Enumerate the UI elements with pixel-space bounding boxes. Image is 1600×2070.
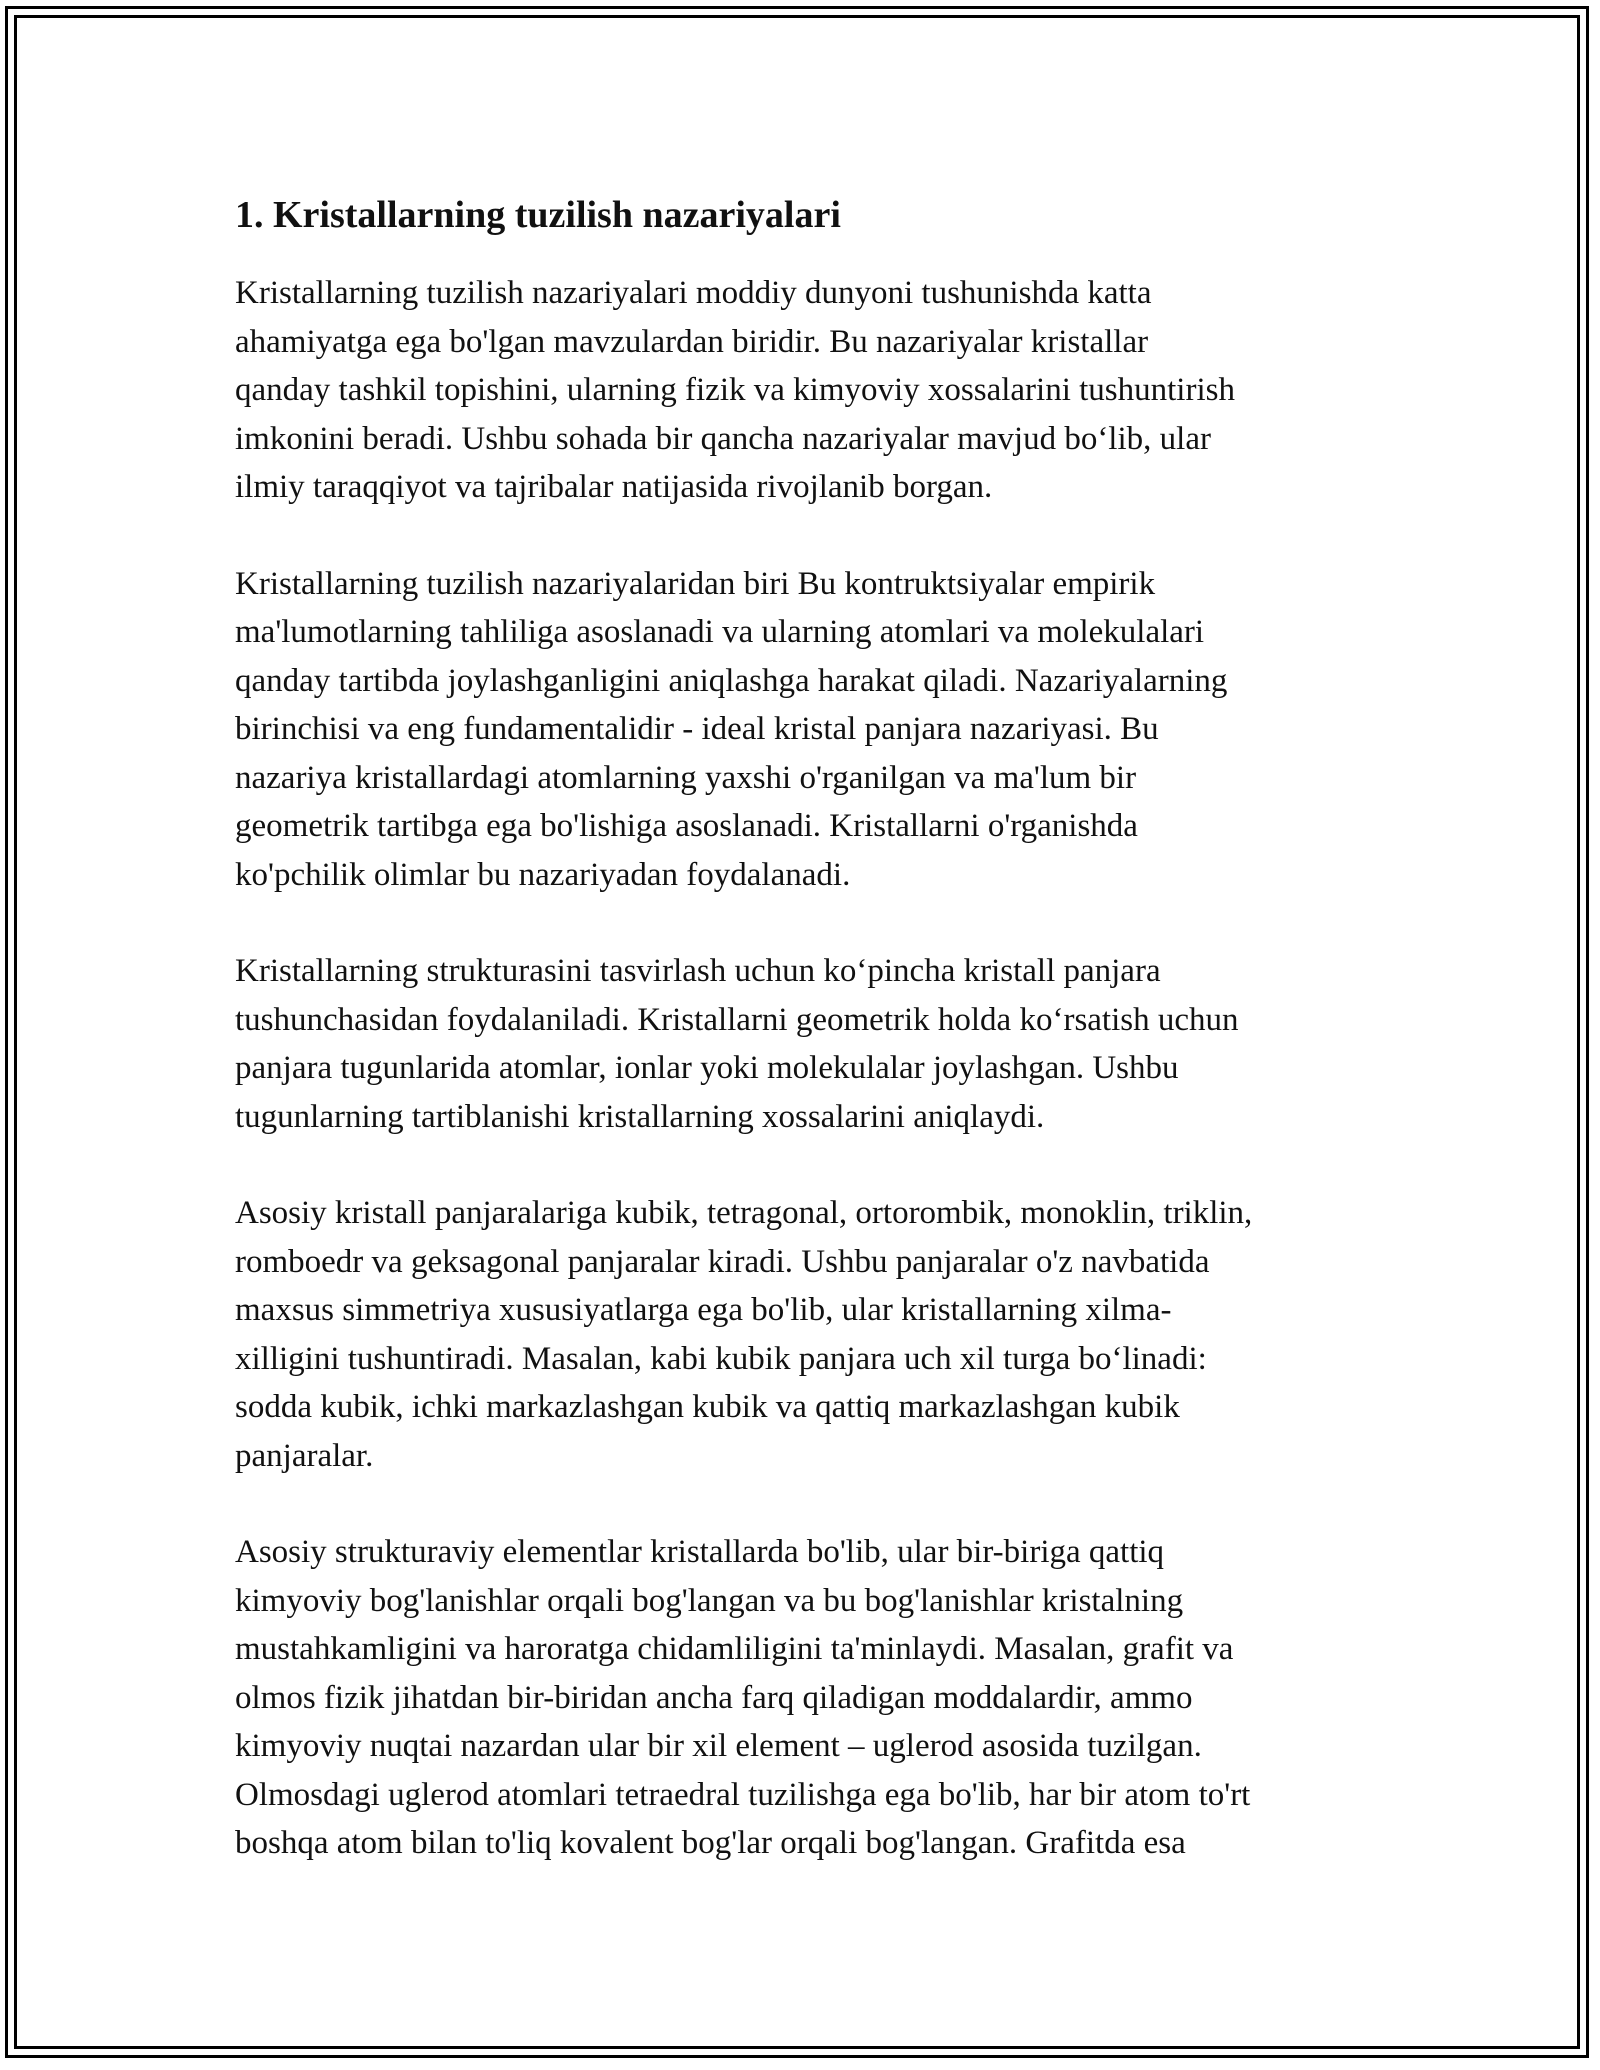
section-heading: 1. Kristallarning tuzilish nazariyalari [235,194,841,236]
document-body [235,183,1375,1916]
paragraph-2: Kristallarning tuzilish nazariyalaridan biri Bu kontruktsiyalar empirik ma'lumotlarning tahliliga asoslanadi va ularning atomlari va molekulalari qanday tartibda joylashganligini aniqlashga harakat qiladi. Nazariyalarning birinchisi va eng fundamentalidir - ideal kristal panjara nazariyasi. Bu nazariya kristallardagi atomlarning yaxshi o'rganilgan va ma'lum bir geometrik tartibga ega bo'lishiga asoslanadi. Kristallarni o'rganishda ko'pchilik olimlar bu nazariyadan foydalanadi. [235,565,1228,893]
paragraph-3: Kristallarning strukturasini tasvirlash uchun ko‘pincha kristall panjara tushunchasidan foydalaniladi. Kristallarni geometrik holda ko‘rsatish uchun panjara tugunlarida atomlar, ionlar yoki molekulalar joylashgan. Ushbu tugunlarning tartiblanishi kristallarning xossalarini aniqlaydi. [235,953,1239,1135]
paragraph-5: Asosiy strukturaviy elementlar kristallarda bo'lib, ular bir-biriga qattiq kimyoviy bog'lanishlar orqali bog'langan va bu bog'lanishlar kristalning mustahkamligini va haroratga chidamliligini ta'minlaydi. Masalan, grafit va olmos fizik jihatdan bir-biridan ancha farq qiladigan moddalardir, ammo kimyoviy nuqtai nazardan ular bir xil element – uglerod asosida tuzilgan. Olmosdagi uglerod atomlari tetraedral tuzilishga ega bo'lib, har bir atom to'rt boshqa atom bilan to'liq kovalent bog'lar orqali bog'langan. Grafitda esa [235,1534,1251,1861]
paragraph-4: Asosiy kristall panjaralariga kubik, tetragonal, ortorombik, monoklin, triklin, romboedr va geksagonal panjaralar kiradi. Ushbu panjaralar o'z navbatida maxsus simmetriya xususiyatlarga ega bo'lib, ular kristallarning xilma- xilligini tushuntiradi. Masalan, kabi kubik panjara uch xil turga bo‘linadi: sodda kubik, ichki markazlashgan kubik va qattiq markazlashgan kubik panjaralar. [235,1195,1253,1474]
paragraph-1: Kristallarning tuzilish nazariyalari moddiy dunyoni tushunishda katta ahamiyatga ega bo'lgan mavzulardan biridir. Bu nazariyalar kristallar qanday tashkil topishini, ularning fizik va kimyoviy xossalarini tushuntirish imkonini beradi. Ushbu sohada bir qancha nazariyalar mavjud bo‘lib, ular ilmiy taraqqiyot va tajribalar natijasida rivojlanib borgan. [235,275,1235,505]
